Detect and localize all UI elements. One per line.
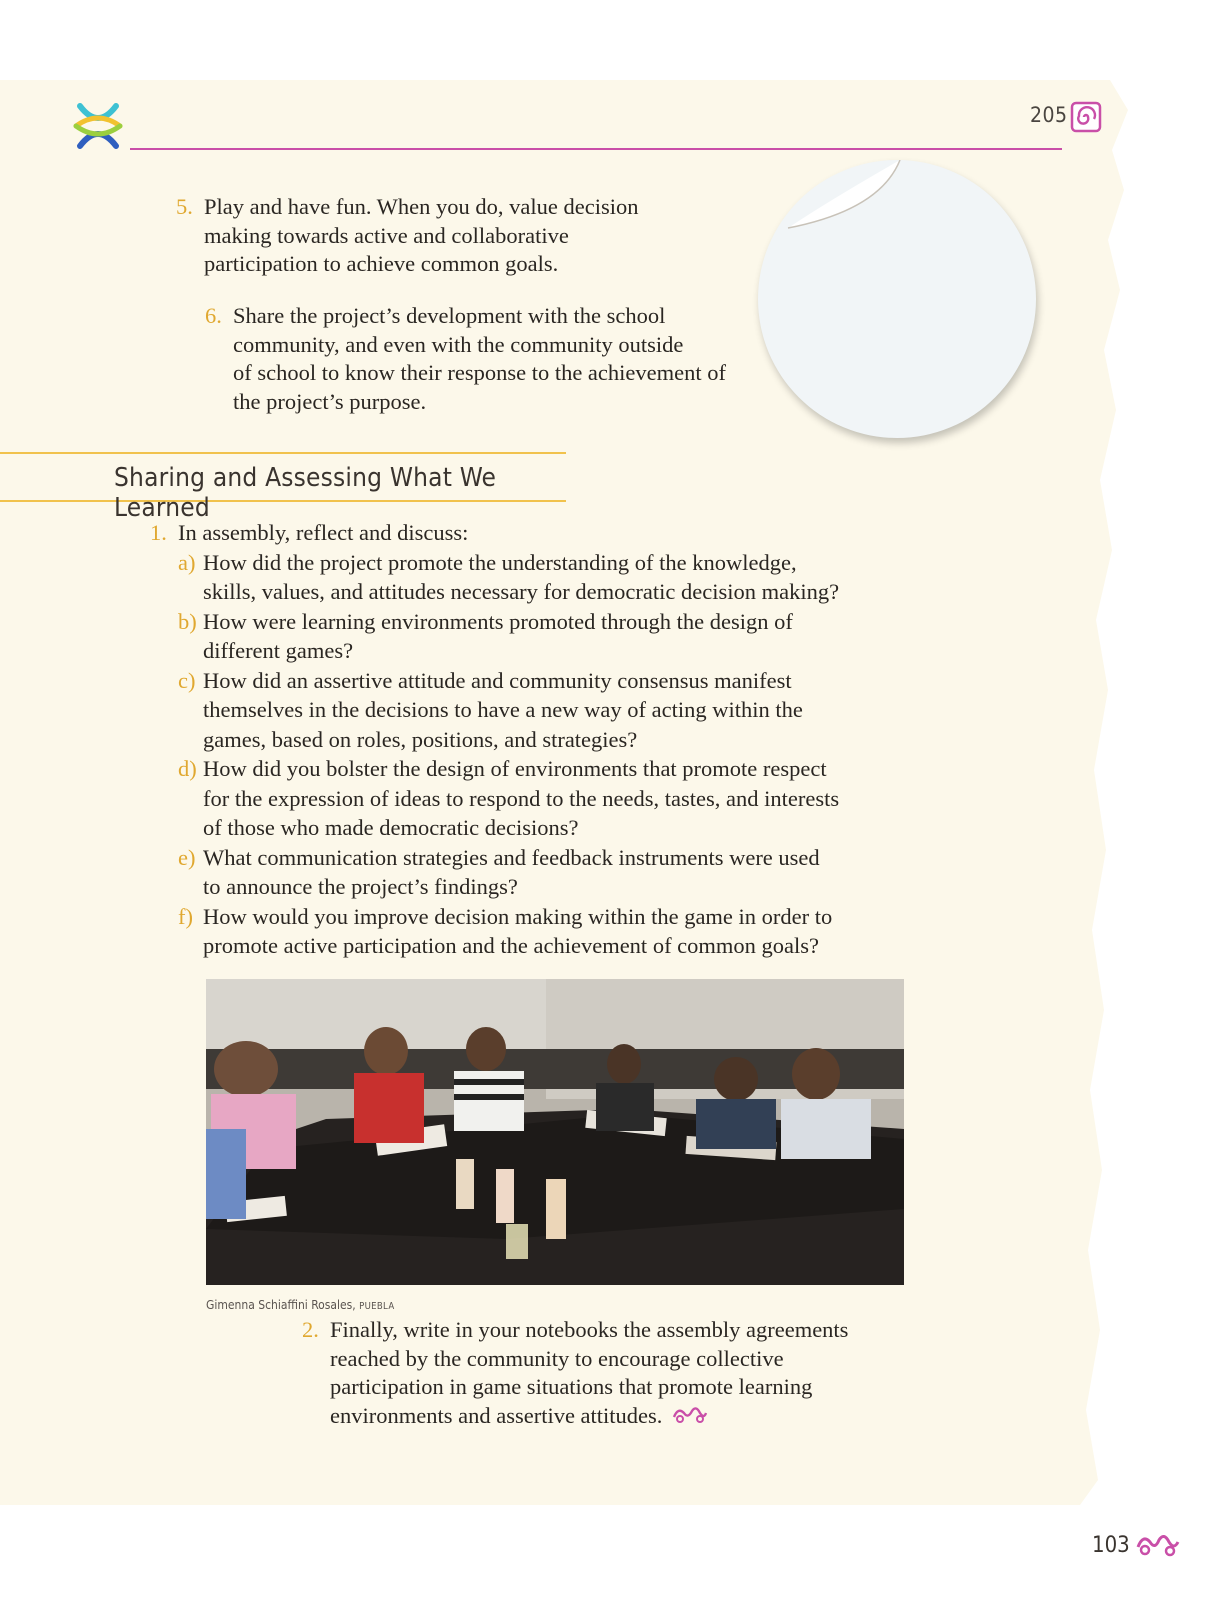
step-line: reached by the community to encourage collective: [330, 1345, 784, 1371]
question-letter: e): [178, 844, 196, 870]
step-5: [176, 193, 696, 279]
spiral-ornament-icon: [1070, 101, 1102, 133]
page-number-bottom: 103: [1092, 1533, 1130, 1558]
step-line: making towards active and collaborative: [204, 222, 569, 248]
question-c: [150, 666, 870, 755]
question-letter: f): [178, 903, 193, 929]
step-6: [205, 302, 745, 416]
section-heading-bar: [0, 452, 566, 523]
final-step: [302, 1316, 902, 1430]
step-line: participation to achieve common goals.: [204, 251, 559, 276]
step-line: of school to know their response to the achievement of: [233, 360, 726, 385]
step-line: the project’s purpose.: [233, 388, 427, 414]
question-line: How did an assertive attitude and community consensus manifest: [203, 667, 792, 693]
header-rule: [130, 148, 1062, 150]
question-b: [150, 607, 870, 666]
section-title: Sharing and Assessing What We Learned: [114, 463, 497, 523]
project-logo-icon: [72, 100, 124, 152]
question-f: [150, 902, 870, 961]
question-intro: [150, 518, 870, 548]
question-line: to announce the project’s findings?: [203, 874, 518, 899]
question-line: How would you improve decision making within the game in order to: [203, 903, 833, 929]
scroll-ornament-icon: [1135, 1532, 1181, 1558]
question-intro-text: In assembly, reflect and discuss:: [178, 520, 469, 545]
step-line: community, and even with the community outside: [233, 331, 684, 357]
end-ornament-icon: [672, 1405, 708, 1425]
step-line: environments and assertive attitudes.: [330, 1402, 663, 1428]
question-number: 1.: [150, 520, 167, 545]
step-number: 2.: [302, 1317, 319, 1342]
step-line: participation in game situations that promote learning: [330, 1374, 813, 1399]
question-line: of those who made democratic decisions?: [203, 815, 579, 840]
question-letter: a): [178, 549, 196, 575]
step-number: 6.: [205, 303, 222, 328]
step-line: Finally, write in your notebooks the assembly agreements: [330, 1317, 849, 1342]
step-line: Play and have fun. When you do, value decision: [204, 194, 639, 219]
question-line: skills, values, and attitudes necessary for democratic decision making?: [203, 579, 840, 604]
sticker-peel-corner: [770, 160, 910, 238]
photo-credit-name: Gimenna Schiaffini Rosales,: [206, 1298, 356, 1312]
question-a: [150, 548, 870, 607]
question-line: different games?: [203, 638, 354, 663]
question-line: for the expression of ideas to respond to the needs, tastes, and interests: [203, 785, 840, 811]
question-line: How were learning environments promoted through the design of: [203, 608, 793, 634]
question-list: [150, 518, 870, 961]
question-letter: c): [178, 667, 196, 693]
question-letter: b): [178, 608, 197, 634]
question-line: What communication strategies and feedback instruments were used: [203, 844, 820, 870]
question-line: games, based on roles, positions, and strategies?: [203, 726, 638, 752]
question-e: [150, 843, 870, 902]
classroom-photo: [206, 979, 904, 1285]
question-line: themselves in the decisions to have a new way of acting within the: [203, 697, 803, 722]
step-line-last: [330, 1402, 902, 1431]
step-number: 5.: [176, 194, 193, 219]
question-letter: d): [178, 756, 197, 781]
question-d: [150, 754, 870, 843]
photo-credit: [206, 1298, 394, 1312]
step-line: Share the project’s development with the school: [233, 303, 666, 328]
photo-credit-place: PUEBLA: [359, 1301, 395, 1312]
question-line: How did you bolster the design of environments that promote respect: [203, 756, 827, 781]
page-number-top: 205: [1030, 103, 1068, 127]
question-line: How did the project promote the understanding of the knowledge,: [203, 549, 797, 575]
question-line: promote active participation and the achievement of common goals?: [203, 933, 820, 958]
